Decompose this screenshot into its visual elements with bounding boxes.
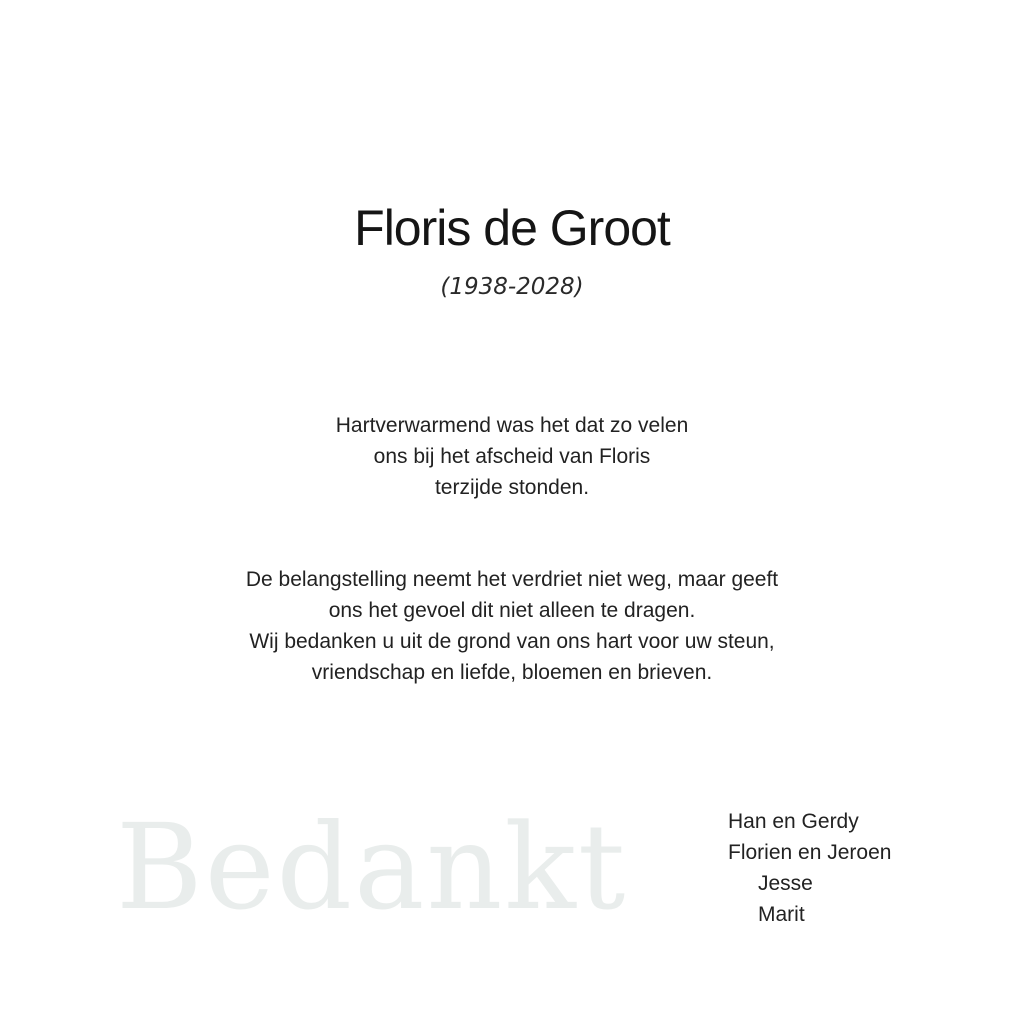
gratitude-message — [0, 410, 1024, 503]
deceased-name: Floris de Groot — [354, 200, 670, 256]
message-line: Hartverwarmend was het dat zo velen — [335, 414, 689, 437]
message-line: De belangstelling neemt het verdriet niet weg, maar geeft — [245, 568, 779, 591]
message-line: vriendschap en liefde, bloemen en brieven. — [311, 661, 713, 684]
message-line: Wij bedanken u uit de grond van ons hart voor uw steun, — [249, 630, 775, 653]
signatory-name: Jesse — [758, 872, 813, 895]
signatory-name: Marit — [758, 903, 805, 926]
thanks-message — [0, 564, 1024, 688]
message-line: terzijde stonden. — [434, 476, 590, 499]
signatory-name: Florien en Jeroen — [728, 841, 892, 864]
message-line: ons het gevoel dit niet alleen te dragen. — [328, 599, 696, 622]
life-years: (1938-2028) — [440, 274, 584, 300]
signatory-name: Han en Gerdy — [728, 810, 859, 833]
message-line: ons bij het afscheid van Floris — [373, 445, 651, 468]
watermark-text: Bedankt — [116, 798, 628, 936]
signatories — [728, 806, 891, 930]
